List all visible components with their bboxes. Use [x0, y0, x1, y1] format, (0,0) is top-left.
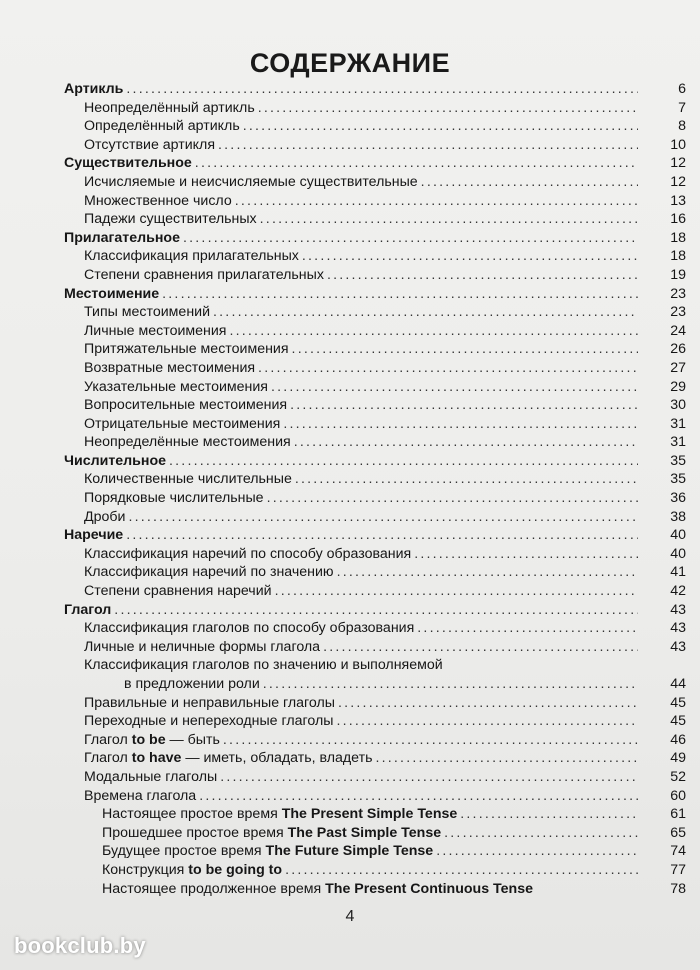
toc-entry-label [84, 563, 638, 582]
toc-entry-title: Неопределённый артикль [84, 99, 255, 116]
toc-entry [64, 192, 686, 211]
toc-page-number: 12 [670, 155, 686, 172]
dot-leader [183, 229, 638, 248]
toc-entry-title: Степени сравнения наречий [84, 583, 272, 600]
dot-leader [295, 470, 638, 489]
toc-entry-label [84, 656, 638, 675]
toc-page-number: 38 [670, 508, 686, 525]
toc-entry [64, 712, 686, 731]
dot-leader [258, 99, 638, 118]
toc-entry-label [84, 638, 638, 657]
toc-entry-label [64, 285, 638, 304]
toc-section [64, 601, 686, 620]
dot-leader [417, 619, 638, 638]
dot-leader [267, 489, 638, 508]
toc-entry [64, 508, 686, 527]
dot-leader [283, 415, 638, 434]
toc-entry-title: Глагол to have — иметь, обладать, владеть [84, 750, 373, 767]
toc-entry [64, 582, 686, 601]
toc-entry [64, 638, 686, 657]
toc-entry-label [102, 824, 638, 843]
table-of-contents [64, 80, 686, 898]
toc-entry-title: Вопросительные местоимения [84, 397, 288, 414]
dot-leader [169, 452, 638, 471]
toc-entry-title: Наречие [64, 527, 124, 544]
toc-entry-title: Существительное [64, 155, 192, 172]
toc-page-number: 29 [670, 378, 686, 395]
toc-entry-title: в предложении роли [124, 676, 260, 692]
toc-entry [64, 117, 686, 136]
toc-entry-label [124, 675, 638, 694]
toc-entry-label [84, 787, 638, 806]
toc-entry [64, 675, 686, 694]
toc-entry-title: Указательные местоимения [84, 378, 268, 395]
toc-page-number: 43 [670, 620, 686, 637]
dot-leader [195, 154, 638, 173]
toc-entry [64, 359, 686, 378]
dot-leader [220, 768, 638, 787]
toc-page-number: 35 [670, 452, 686, 469]
toc-entry-label [84, 136, 638, 155]
dot-leader [243, 117, 638, 136]
toc-page-number: 77 [670, 861, 686, 878]
toc-entry-label [84, 470, 638, 489]
toc-entry-title: Конструкция to be going to [102, 861, 283, 878]
page-title: СОДЕРЖАНИЕ [249, 48, 451, 78]
dot-leader [126, 526, 638, 545]
toc-entry [64, 768, 686, 787]
bookclub-watermark: bookclub.by [14, 933, 146, 958]
toc-entry-title: Классификация наречий по способу образования [84, 545, 412, 562]
toc-entry [64, 861, 686, 880]
dot-leader [275, 582, 638, 601]
toc-entry-label [84, 210, 638, 229]
toc-entry-label [102, 861, 638, 880]
toc-entry-title: Классификация наречий по значению [84, 564, 334, 581]
toc-entry-label [64, 229, 638, 248]
toc-entry-label [84, 378, 638, 397]
toc-entry-label [84, 117, 638, 136]
dot-leader [223, 731, 638, 750]
toc-entry-label [64, 452, 638, 471]
toc-entry-label [84, 582, 638, 601]
toc-page-number: 40 [670, 527, 686, 544]
toc-entry-title: Типы местоимений [84, 304, 211, 321]
toc-page-number: 49 [670, 750, 686, 767]
toc-page-number: 35 [670, 471, 686, 488]
toc-page-number: 46 [670, 731, 686, 748]
toc-entry [64, 247, 686, 266]
toc-entry-title: Притяжательные местоимения [84, 341, 289, 358]
toc-entry-label [84, 489, 638, 508]
dot-leader [327, 266, 638, 285]
toc-entry [64, 787, 686, 806]
dot-leader [290, 396, 638, 415]
toc-section [64, 80, 686, 99]
toc-entry-title: Классификация глаголов по значению и выполняемой [84, 657, 443, 674]
toc-page-number: 60 [670, 787, 686, 804]
toc-entry [64, 173, 686, 192]
toc-page-number: 43 [670, 638, 686, 655]
toc-entry-title: Личные и неличные формы глагола [84, 638, 321, 655]
toc-page-number: 18 [670, 229, 686, 246]
toc-page-number: 26 [670, 341, 686, 358]
dot-leader [336, 712, 638, 731]
toc-entry-title: Глагол [64, 601, 112, 618]
toc-entry [64, 433, 686, 452]
toc-entry-label [84, 266, 638, 285]
toc-entry-title: Местоимение [64, 285, 160, 302]
toc-entry-label [84, 396, 638, 415]
toc-section [64, 229, 686, 248]
toc-entry [64, 378, 686, 397]
toc-entry-label [84, 545, 638, 564]
toc-page-number: 30 [670, 397, 686, 414]
toc-entry [64, 396, 686, 415]
toc-section [64, 285, 686, 304]
toc-entry-label [84, 99, 638, 118]
toc-entry [64, 842, 686, 861]
toc-entry-title: Числительное [64, 452, 167, 469]
toc-entry [64, 489, 686, 508]
toc-entry [64, 545, 686, 564]
toc-entry [64, 99, 686, 118]
toc-page-number: 65 [670, 824, 686, 841]
dot-leader [229, 322, 638, 341]
toc-entry-label [84, 173, 638, 192]
dot-leader [285, 861, 638, 880]
toc-page-number: 8 [678, 118, 686, 135]
dot-leader [271, 378, 638, 397]
toc-entry-label [84, 340, 638, 359]
toc-page-number: 23 [670, 304, 686, 321]
toc-entry-title: Порядковые числительные [84, 490, 264, 507]
toc-entry [64, 340, 686, 359]
toc-entry [64, 824, 686, 843]
toc-entry-title: Настоящее продолженное время The Present Continuous Tense [102, 880, 533, 897]
dot-leader [323, 638, 638, 657]
toc-page-number: 24 [670, 322, 686, 339]
toc-entry [64, 694, 686, 713]
toc-entry-label [84, 192, 638, 211]
toc-page-number: 18 [670, 248, 686, 265]
toc-entry-title: Личные местоимения [84, 322, 227, 339]
toc-entry-label [84, 322, 638, 341]
toc-entry-label [64, 601, 638, 620]
toc-entry-label [84, 712, 638, 731]
toc-page-number: 40 [670, 545, 686, 562]
toc-entry [64, 619, 686, 638]
toc-page-number: 41 [670, 564, 686, 581]
toc-entry-title: Правильные и неправильные глаголы [84, 694, 335, 711]
toc-entry-title: Переходные и непереходные глаголы [84, 713, 334, 730]
toc-entry [64, 303, 686, 322]
toc-section [64, 154, 686, 173]
toc-entry [64, 322, 686, 341]
dot-leader [375, 749, 638, 768]
toc-entry [64, 470, 686, 489]
toc-entry [64, 266, 686, 285]
toc-entry-title: Классификация прилагательных [84, 248, 299, 265]
toc-section [64, 526, 686, 545]
toc-entry-title: Будущее простое время The Future Simple Tense [102, 843, 434, 860]
toc-entry-title: Отсутствие артикля [84, 136, 216, 153]
toc-entry [64, 656, 686, 675]
toc-entry-label [84, 359, 638, 378]
toc-page-number: 78 [670, 880, 686, 897]
toc-page-number: 36 [670, 490, 686, 507]
toc-entry-label [84, 303, 638, 322]
toc-page-number: 61 [670, 806, 686, 823]
dot-leader [114, 601, 638, 620]
toc-entry [64, 136, 686, 155]
toc-entry-title: Прилагательное [64, 229, 180, 246]
dot-leader [337, 563, 638, 582]
toc-entry-label [64, 154, 638, 173]
toc-entry-title: Классификация глаголов по способу образования [84, 620, 415, 637]
dot-leader [444, 824, 638, 843]
toc-entry-title: Модальные глаголы [84, 768, 218, 785]
toc-page-number: 43 [670, 601, 686, 618]
toc-entry-title: Артикль [64, 81, 124, 97]
toc-entry-label [84, 768, 638, 787]
dot-leader [199, 787, 638, 806]
toc-page-number: 19 [670, 266, 686, 283]
toc-entry-label [102, 842, 638, 861]
toc-page-number: 23 [670, 285, 686, 302]
toc-entry-label [84, 433, 638, 452]
dot-leader [213, 303, 638, 322]
toc-entry-title: Неопределённые местоимения [84, 434, 291, 451]
dot-leader [414, 545, 638, 564]
toc-entry-title: Отрицательные местоимения [84, 415, 281, 432]
dot-leader [292, 340, 638, 359]
dot-leader [294, 433, 638, 452]
dot-leader [258, 359, 638, 378]
toc-page-number: 44 [670, 676, 686, 692]
toc-entry-label [102, 880, 638, 899]
page-number: 4 [345, 908, 355, 925]
toc-entry-label [84, 247, 638, 266]
toc-entry-label [84, 731, 638, 750]
toc-page-number: 10 [670, 136, 686, 153]
toc-page-number: 7 [678, 99, 686, 116]
toc-entry [64, 563, 686, 582]
toc-entry-label [64, 80, 638, 99]
toc-entry-title: Возвратные местоимения [84, 359, 256, 376]
toc-page-number: 45 [670, 713, 686, 730]
toc-entry-label [102, 805, 638, 824]
toc-entry-title: Настоящее простое время The Present Simple Tense [102, 806, 458, 823]
dot-leader [460, 805, 638, 824]
toc-entry-label [64, 526, 638, 545]
toc-entry [64, 749, 686, 768]
dot-leader [338, 694, 638, 713]
toc-page-number: 52 [670, 768, 686, 785]
toc-entry-title: Падежи существительных [84, 211, 257, 228]
toc-entry-label [84, 694, 638, 713]
toc-entry-title: Степени сравнения прилагательных [84, 266, 324, 283]
dot-leader [436, 842, 638, 861]
toc-page-number: 27 [670, 359, 686, 376]
toc-page-number: 12 [670, 173, 686, 190]
toc-page-number: 42 [670, 583, 686, 600]
dot-leader [128, 508, 638, 527]
dot-leader [421, 173, 638, 192]
toc-page-number: 31 [670, 434, 686, 451]
toc-entry [64, 415, 686, 434]
toc-entry-label [84, 619, 638, 638]
toc-entry [64, 731, 686, 750]
dot-leader [263, 675, 638, 694]
toc-entry-title: Множественное число [84, 192, 232, 209]
toc-page-number: 6 [678, 81, 686, 97]
toc-page-number: 16 [670, 211, 686, 228]
toc-page-number: 45 [670, 694, 686, 711]
toc-entry-title: Глагол to be — быть [84, 731, 220, 748]
toc-entry-title: Исчисляемые и неисчисляемые существительные [84, 173, 418, 190]
toc-section [64, 452, 686, 471]
dot-leader [302, 247, 638, 266]
toc-page-number: 13 [670, 192, 686, 209]
dot-leader [260, 210, 638, 229]
toc-entry [64, 880, 686, 899]
dot-leader [162, 285, 638, 304]
toc-page-number: 31 [670, 415, 686, 432]
toc-entry-label [84, 749, 638, 768]
toc-entry [64, 805, 686, 824]
dot-leader [126, 80, 638, 99]
toc-entry-title: Прошедшее простое время The Past Simple Tense [102, 824, 442, 841]
toc-entry-label [84, 508, 638, 527]
toc-entry-title: Количественные числительные [84, 471, 292, 488]
toc-entry-title: Определённый артикль [84, 118, 240, 135]
dot-leader [235, 192, 638, 211]
toc-entry-label [84, 415, 638, 434]
dot-leader [218, 136, 638, 155]
toc-page-number: 74 [670, 843, 686, 860]
toc-entry-title: Дроби [84, 508, 126, 525]
toc-entry-title: Времена глагола [84, 787, 197, 804]
toc-entry [64, 210, 686, 229]
